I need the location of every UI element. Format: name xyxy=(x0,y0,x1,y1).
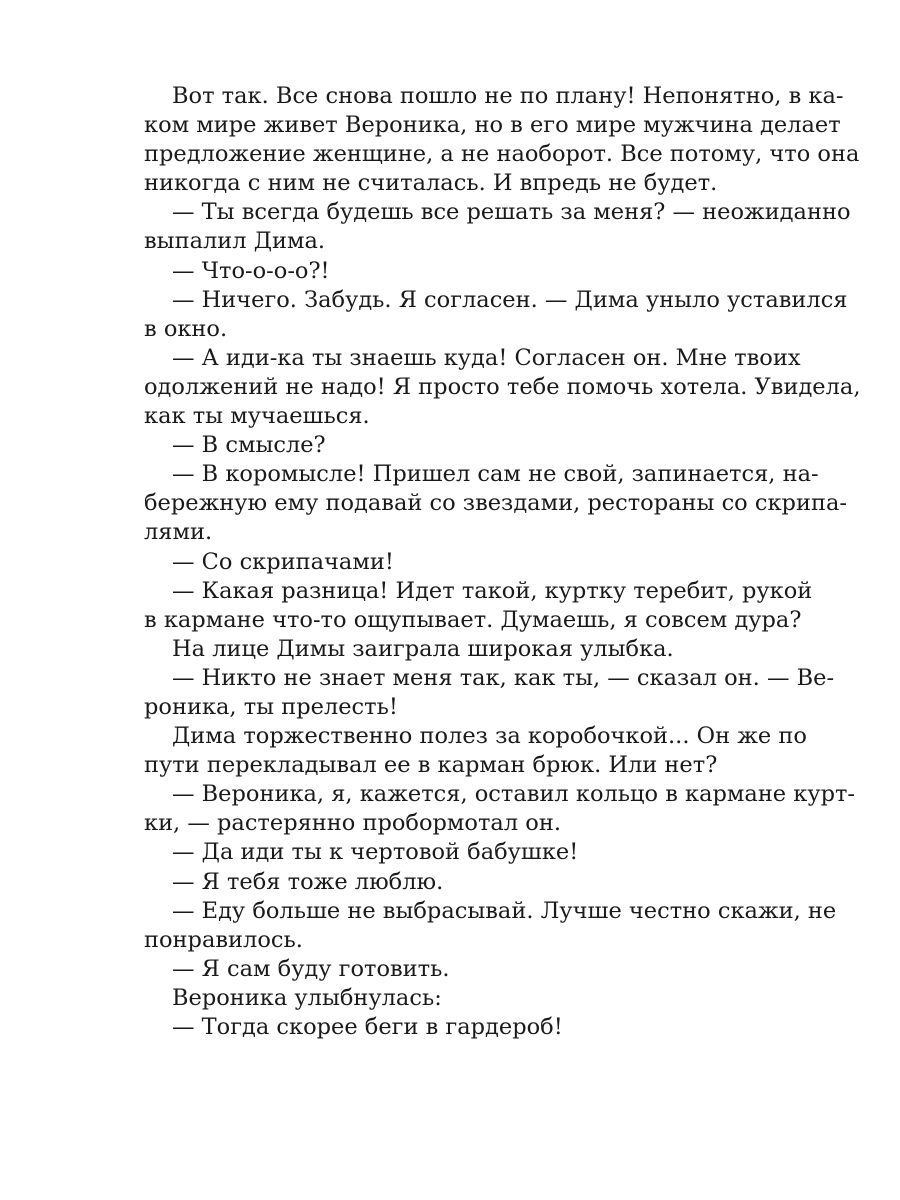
text-line: в кармане что-то ощупывает. Думаешь, я совсем дура? xyxy=(144,606,802,633)
paragraph xyxy=(144,897,837,955)
text-line: На лице Димы заиграла широкая улыбка. xyxy=(172,635,674,662)
text-line: ки, — растерянно пробормотал он. xyxy=(144,810,561,837)
text-line: — Никто не знает меня так, как ты, — сказал он. — Ве- xyxy=(172,664,835,691)
paragraph xyxy=(144,722,807,780)
text-line: как ты мучаешься. xyxy=(144,403,370,430)
paragraph xyxy=(144,548,764,577)
text-line: лями. xyxy=(144,519,213,546)
page-text xyxy=(144,82,861,1042)
paragraph xyxy=(144,664,835,722)
text-line: выпалил Дима. xyxy=(144,228,326,255)
text-line: Дима торжественно полез за коробочкой... Он же по xyxy=(172,723,807,750)
text-line: — Да иди ты к чертовой бабушке! xyxy=(172,839,579,866)
text-line: — Ты всегда будешь все решать за меня? — неожиданно xyxy=(172,199,851,226)
paragraph xyxy=(144,1013,764,1042)
text-line: — Я сам буду готовить. xyxy=(172,955,450,982)
paragraph xyxy=(144,198,851,256)
paragraph xyxy=(144,635,764,664)
text-line: — А иди-ка ты знаешь куда! Согласен он. Мне твоих xyxy=(172,344,801,371)
text-line: одолжений не надо! Я просто тебе помочь хотела. Увидела, xyxy=(144,373,861,400)
text-line: Вот так. Все снова пошло не по плану! Непонятно, в ка- xyxy=(172,83,844,109)
paragraph xyxy=(144,984,764,1013)
text-line: роника, ты прелесть! xyxy=(144,693,398,720)
paragraph xyxy=(144,82,860,198)
paragraph xyxy=(144,577,813,635)
text-line: — В смысле? xyxy=(172,432,326,459)
paragraph xyxy=(144,838,764,867)
text-line: — Я тебя тоже люблю. xyxy=(172,868,444,895)
text-line: никогда с ним не считалась. И впредь не будет. xyxy=(144,170,718,197)
paragraph xyxy=(144,868,764,897)
text-line: — Что-о-о-о?! xyxy=(172,257,330,284)
text-line: — В коромысле! Пришел сам не свой, запинается, на- xyxy=(172,461,819,488)
text-line: ком мире живет Вероника, но в его мире мужчина делает xyxy=(144,112,841,139)
text-line: — Вероника, я, кажется, оставил кольцо в кармане курт- xyxy=(172,781,856,808)
text-line: в окно. xyxy=(144,315,228,342)
paragraph xyxy=(144,955,764,984)
text-line: понравилось. xyxy=(144,926,303,953)
text-line: пути перекладывал ее в карман брюк. Или нет? xyxy=(144,752,718,779)
paragraph xyxy=(144,286,848,344)
paragraph xyxy=(144,257,764,286)
text-line: предложение женщине, а не наоборот. Все потому, что она xyxy=(144,141,860,168)
text-line: — Со скрипачами! xyxy=(172,548,394,575)
paragraph xyxy=(144,460,847,547)
paragraph xyxy=(144,431,764,460)
text-line: — Тогда скорее беги в гардероб! xyxy=(172,1014,563,1040)
text-line: бережную ему подавай со звездами, рестораны со скрипа- xyxy=(144,490,847,517)
text-line: — Какая разница! Идет такой, куртку теребит, рукой xyxy=(172,577,813,604)
paragraph xyxy=(144,780,856,838)
text-line: — Ничего. Забудь. Я согласен. — Дима уныло уставился xyxy=(172,286,848,313)
paragraph xyxy=(144,344,861,431)
text-line: — Еду больше не выбрасывай. Лучше честно скажи, не xyxy=(172,897,837,924)
text-line: Вероника улыбнулась: xyxy=(172,984,442,1011)
